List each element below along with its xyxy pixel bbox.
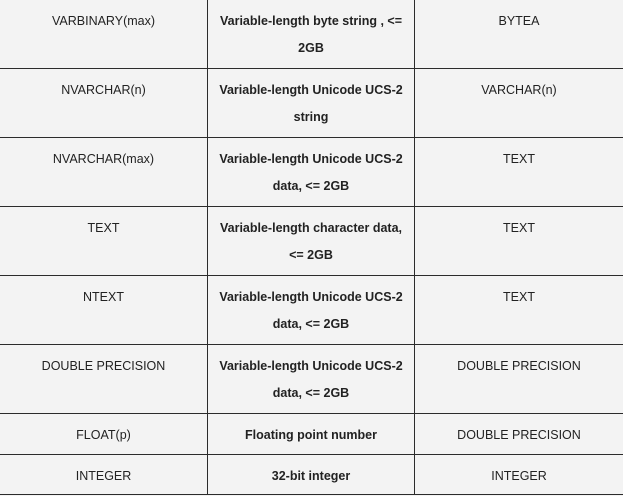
source-type-cell: DOUBLE PRECISION [0,345,208,414]
target-type-cell: INTEGER [415,455,623,495]
table-row [0,207,623,276]
source-type-cell: FLOAT(p) [0,414,208,455]
target-type-cell: TEXT [415,276,623,345]
description-cell: Variable-length Unicode UCS-2 string [208,69,415,138]
description-cell: Floating point number [208,414,415,455]
target-type-cell: DOUBLE PRECISION [415,414,623,455]
table-row [0,455,623,495]
target-type-cell: TEXT [415,138,623,207]
table-row [0,138,623,207]
description-cell: Variable-length Unicode UCS-2 data, <= 2GB [208,345,415,414]
source-type-cell: NVARCHAR(n) [0,69,208,138]
table-row [0,276,623,345]
description-cell: Variable-length character data, <= 2GB [208,207,415,276]
description-cell: Variable-length byte string , <= 2GB [208,0,415,69]
target-type-cell: VARCHAR(n) [415,69,623,138]
table-row [0,69,623,138]
source-type-cell: NVARCHAR(max) [0,138,208,207]
target-type-cell: BYTEA [415,0,623,69]
target-type-cell: TEXT [415,207,623,276]
target-type-cell: DOUBLE PRECISION [415,345,623,414]
source-type-cell: INTEGER [0,455,208,495]
source-type-cell: TEXT [0,207,208,276]
table-row [0,345,623,414]
description-cell: Variable-length Unicode UCS-2 data, <= 2GB [208,276,415,345]
source-type-cell: NTEXT [0,276,208,345]
source-type-cell: VARBINARY(max) [0,0,208,69]
table-row [0,414,623,455]
description-cell: 32-bit integer [208,455,415,495]
table-row [0,0,623,69]
description-cell: Variable-length Unicode UCS-2 data, <= 2GB [208,138,415,207]
